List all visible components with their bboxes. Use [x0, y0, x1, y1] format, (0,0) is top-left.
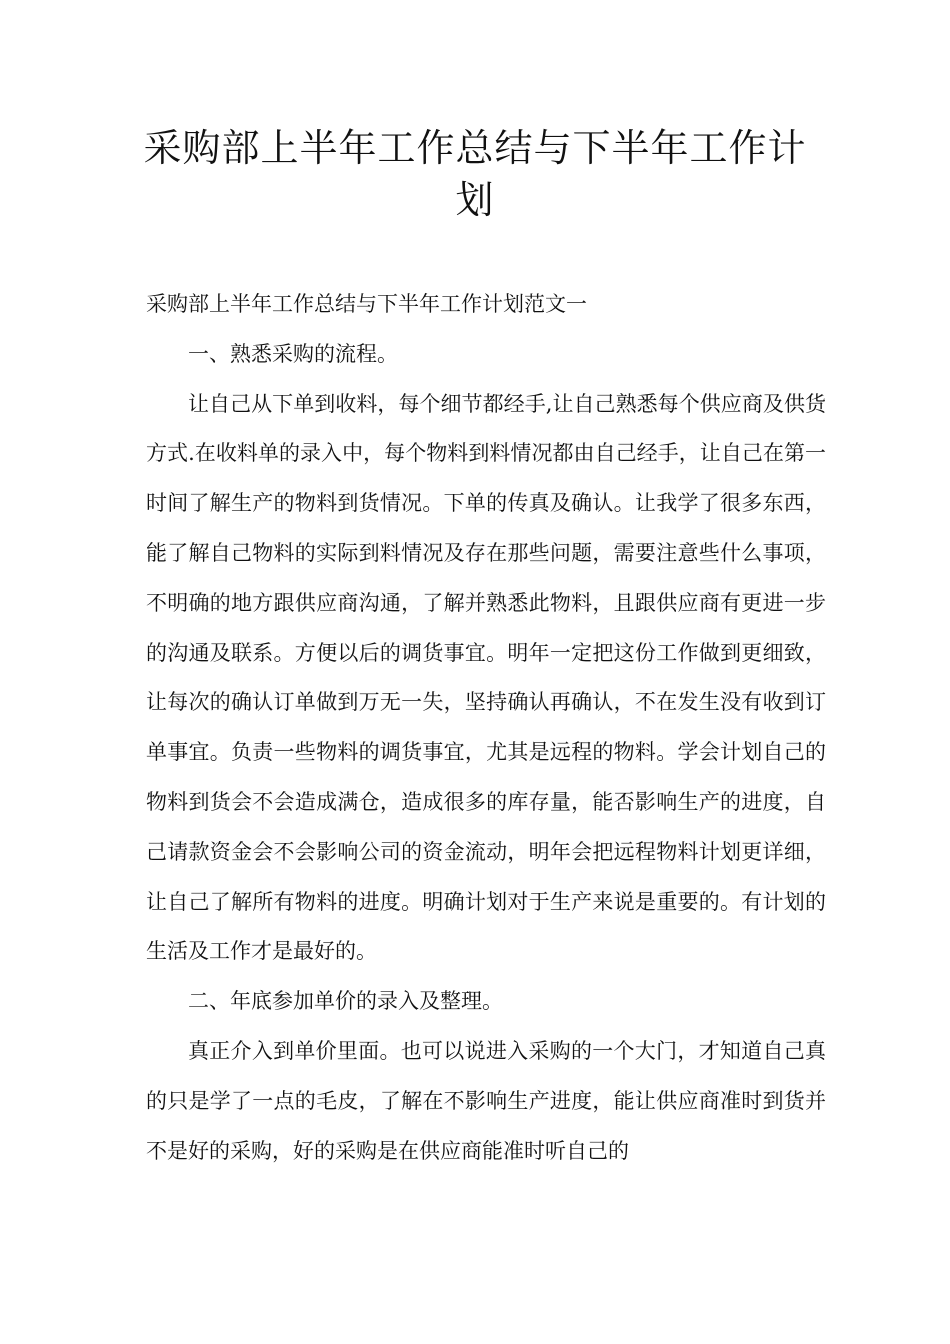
section-1-heading: 一、熟悉采购的流程。: [188, 341, 398, 366]
document-title: [100, 122, 850, 226]
title-line-1: 采购部上半年工作总结与下半年工作计: [143, 126, 807, 170]
section-2-heading: 二、年底参加单价的录入及整理。: [188, 989, 503, 1014]
section-1-paragraph: 让自己从下单到收料，每个细节都经手,让自己熟悉每个供应商及供货方式.在收料单的录入中，每个物料到料情况都由自己经手，让自己在第一时间了解生产的物料到货情况。下单的传真及确认。让我学了很多东西，能了解自己物料的实际到料情况及存在那些问题，需要注意些什么事项，不明确的地方跟供应商沟通，了解并熟悉此物料，且跟供应商有更进一步的沟通及联系。方便以后的调货事宜。明年一定把这份工作做到更细致，让每次的确认订单做到万无一失，坚持确认再确认，不在发生没有收到订单事宜。负责一些物料的调货事宜，尤其是远程的物料。学会计划自己的物料到货会不会造成满仓，造成很多的库存量，能否影响生产的进度，自己请款资金会不会影响公司的资金流动，明年会把远程物料计划更详细，让自己了解所有物料的进度。明确计划对于生产来说是重要的。有计划的生活及工作才是最好的。: [146, 391, 826, 964]
document-body: [146, 280, 826, 1176]
title-line-2: 划: [455, 178, 495, 222]
document-subtitle: 采购部上半年工作总结与下半年工作计划范文一: [146, 292, 587, 316]
section-2-paragraph: 真正介入到单价里面。也可以说进入采购的一个大门，才知道自己真的只是学了一点的毛皮，了解在不影响生产进度，能让供应商准时到货并不是好的采购，好的采购是在供应商能准时听自己的: [146, 1038, 826, 1163]
